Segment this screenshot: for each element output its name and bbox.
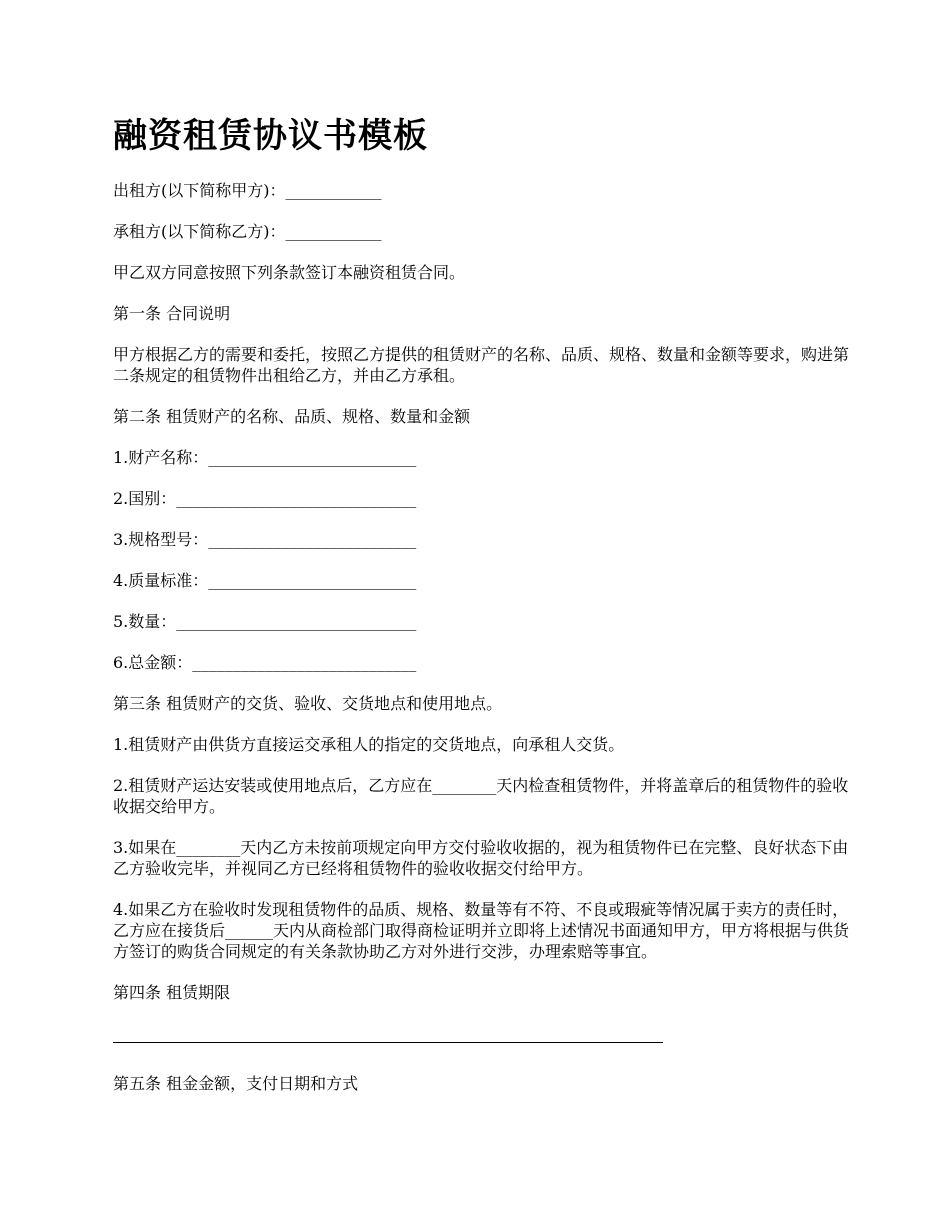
- property-name-field: 1.财产名称：__________________________: [113, 448, 417, 467]
- article-3-item-2: 2.租赁财产运达安装或使用地点后，乙方应在________天内检查租赁物件，并将盖章后的租赁物件的验收收据交给甲方。: [113, 776, 849, 816]
- article-5-heading: 第五条 租金金额，支付日期和方式: [113, 1074, 359, 1093]
- lessee-line: 承租方(以下简称乙方)：____________: [113, 222, 382, 241]
- article-1-body: 甲方根据乙方的需要和委托，按照乙方提供的租赁财产的名称、品质、规格、数量和金额等要求，购进第二条规定的租赁物件出租给乙方，并由乙方承租。: [113, 345, 850, 385]
- article-3-item-4: 4.如果乙方在验收时发现租赁物件的品质、规格、数量等有不符、不良或瑕疵等情况属于卖方的责任时，乙方应在接货后______天内从商检部门取得商检证明并立即将上述情况书面通知甲方，甲方将根据与供货方签订的购货合同规定的有关条款协助乙方对外进行交涉，办理索赔等事宜。: [113, 900, 850, 961]
- model-field: 3.规格型号：__________________________: [113, 530, 417, 549]
- document-title: 融资租赁协议书模板: [113, 116, 428, 156]
- article-3-item-1: 1.租赁财产由供货方直接运交承租人的指定的交货地点，向承租人交货。: [113, 735, 625, 754]
- total-amount-field: 6.总金额：____________________________: [113, 653, 417, 672]
- article-3-item-3: 3.如果在________天内乙方未按前项规定向甲方交付验收收据的，视为租赁物件已在完整、良好状态下由乙方验收完毕，并视同乙方已经将租赁物件的验收收据交付给甲方。: [113, 838, 849, 878]
- quantity-field: 5.数量：______________________________: [113, 612, 417, 631]
- article-3-heading: 第三条 租赁财产的交货、验收、交货地点和使用地点。: [113, 694, 503, 713]
- country-field: 2.国别：______________________________: [113, 489, 417, 508]
- article-4-heading: 第四条 租赁期限: [113, 983, 231, 1002]
- article-1-heading: 第一条 合同说明: [113, 304, 231, 323]
- lessor-line: 出租方(以下简称甲方)：____________: [113, 181, 382, 200]
- quality-standard-field: 4.质量标准：__________________________: [113, 571, 417, 590]
- document-page: [113, 112, 853, 1114]
- article-2-heading: 第二条 租赁财产的名称、品质、规格、数量和金额: [113, 407, 471, 426]
- lease-term-blank-line: [113, 1023, 663, 1043]
- agreement-intro: 甲乙双方同意按照下列条款签订本融资租赁合同。: [113, 263, 466, 282]
